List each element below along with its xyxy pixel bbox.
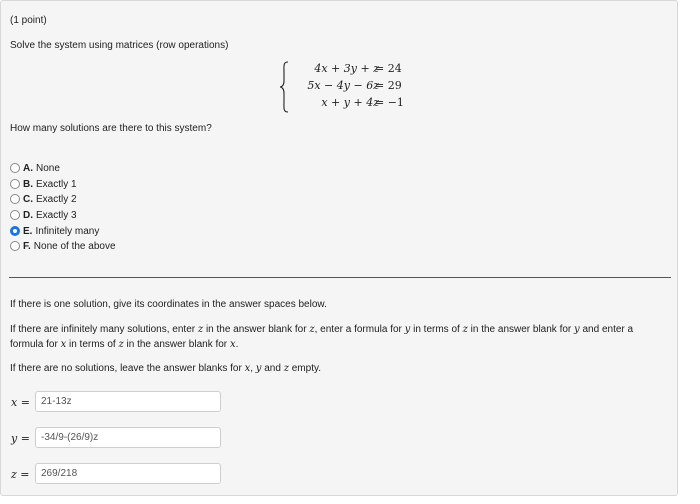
option-c[interactable] <box>10 192 77 206</box>
instruction-text: , <box>250 363 253 374</box>
option-text: Exactly 3 <box>36 209 77 221</box>
instruction-one-solution: If there is one solution, give its coordinates in the answer spaces below. <box>10 299 327 310</box>
math-var: z <box>118 339 124 350</box>
math-var: x <box>229 339 236 350</box>
instruction-text: in the answer blank for <box>470 324 572 335</box>
equation-system <box>279 61 419 113</box>
solutions-question: How many solutions are there to this system? <box>10 123 212 134</box>
problem-prompt: Solve the system using matrices (row operations) <box>10 40 229 51</box>
equation-row-1 <box>289 62 419 78</box>
equation-rhs: = 29 <box>375 79 402 92</box>
option-text: None <box>36 162 60 174</box>
option-letter: D. <box>23 209 33 221</box>
instruction-text: If there are infinitely many solutions, enter <box>10 324 196 335</box>
option-letter: F. <box>23 240 31 252</box>
radio-button[interactable] <box>10 210 20 220</box>
math-var: z <box>309 324 315 335</box>
math-var: y <box>255 363 262 374</box>
instruction-text: in the answer blank for <box>205 324 307 335</box>
instruction-infinite-line-1 <box>10 324 633 335</box>
instruction-text: If there are no solutions, leave the answer blanks for <box>10 363 242 374</box>
y-label: y = <box>11 432 30 445</box>
instruction-text: , enter a formula for <box>314 324 402 335</box>
option-letter: B. <box>23 178 33 190</box>
instruction-text: in terms of <box>69 339 116 350</box>
instruction-text: in the answer blank for <box>126 339 228 350</box>
x-label: x = <box>11 396 30 409</box>
equation-lhs: 5x − 4y − 6z <box>307 79 379 92</box>
radio-button[interactable] <box>10 163 20 173</box>
math-var: x <box>60 339 67 350</box>
option-letter: E. <box>23 225 33 237</box>
instruction-text: empty. <box>291 363 322 374</box>
option-text: Exactly 1 <box>36 178 77 190</box>
option-text: Infinitely many <box>35 225 100 237</box>
radio-button[interactable] <box>10 194 20 204</box>
math-var: y <box>574 324 580 335</box>
radio-button[interactable] <box>10 179 20 189</box>
section-divider <box>9 277 671 278</box>
math-var: y <box>404 324 411 335</box>
math-var: x <box>244 363 251 374</box>
y-answer-input[interactable] <box>35 427 221 448</box>
x-answer-input[interactable] <box>35 391 221 412</box>
option-letter: C. <box>23 193 33 205</box>
instruction-text: in terms of <box>413 324 460 335</box>
instruction-no-solution <box>10 363 321 374</box>
math-var: z <box>283 363 289 374</box>
equation-lhs: 4x + 3y + z <box>314 62 379 75</box>
equation-rhs: = −1 <box>375 96 404 109</box>
option-b[interactable] <box>10 177 77 191</box>
option-e[interactable] <box>10 224 99 238</box>
option-text: None of the above <box>33 240 116 252</box>
option-letter: A. <box>23 162 33 174</box>
point-value: (1 point) <box>10 15 47 26</box>
instruction-text: and <box>264 363 281 374</box>
option-f[interactable] <box>10 239 116 253</box>
equation-lhs: x + y + 4z <box>321 96 379 109</box>
option-a[interactable] <box>10 161 60 175</box>
z-label: z = <box>11 468 30 481</box>
z-answer-input[interactable] <box>35 463 221 484</box>
option-d[interactable] <box>10 208 77 222</box>
equation-row-2 <box>289 79 419 95</box>
equation-rhs: = 24 <box>375 62 402 75</box>
left-brace-icon <box>279 61 289 113</box>
instruction-text: and enter a <box>582 324 634 335</box>
math-var: z <box>197 324 204 335</box>
instruction-text: . <box>235 339 239 350</box>
math-var: z <box>462 324 468 335</box>
instruction-infinite-line-2 <box>10 339 238 350</box>
radio-button[interactable] <box>10 241 20 251</box>
option-text: Exactly 2 <box>36 193 77 205</box>
radio-button-selected[interactable] <box>10 226 20 236</box>
equation-row-3 <box>289 96 419 112</box>
instruction-text: formula for <box>10 339 58 350</box>
